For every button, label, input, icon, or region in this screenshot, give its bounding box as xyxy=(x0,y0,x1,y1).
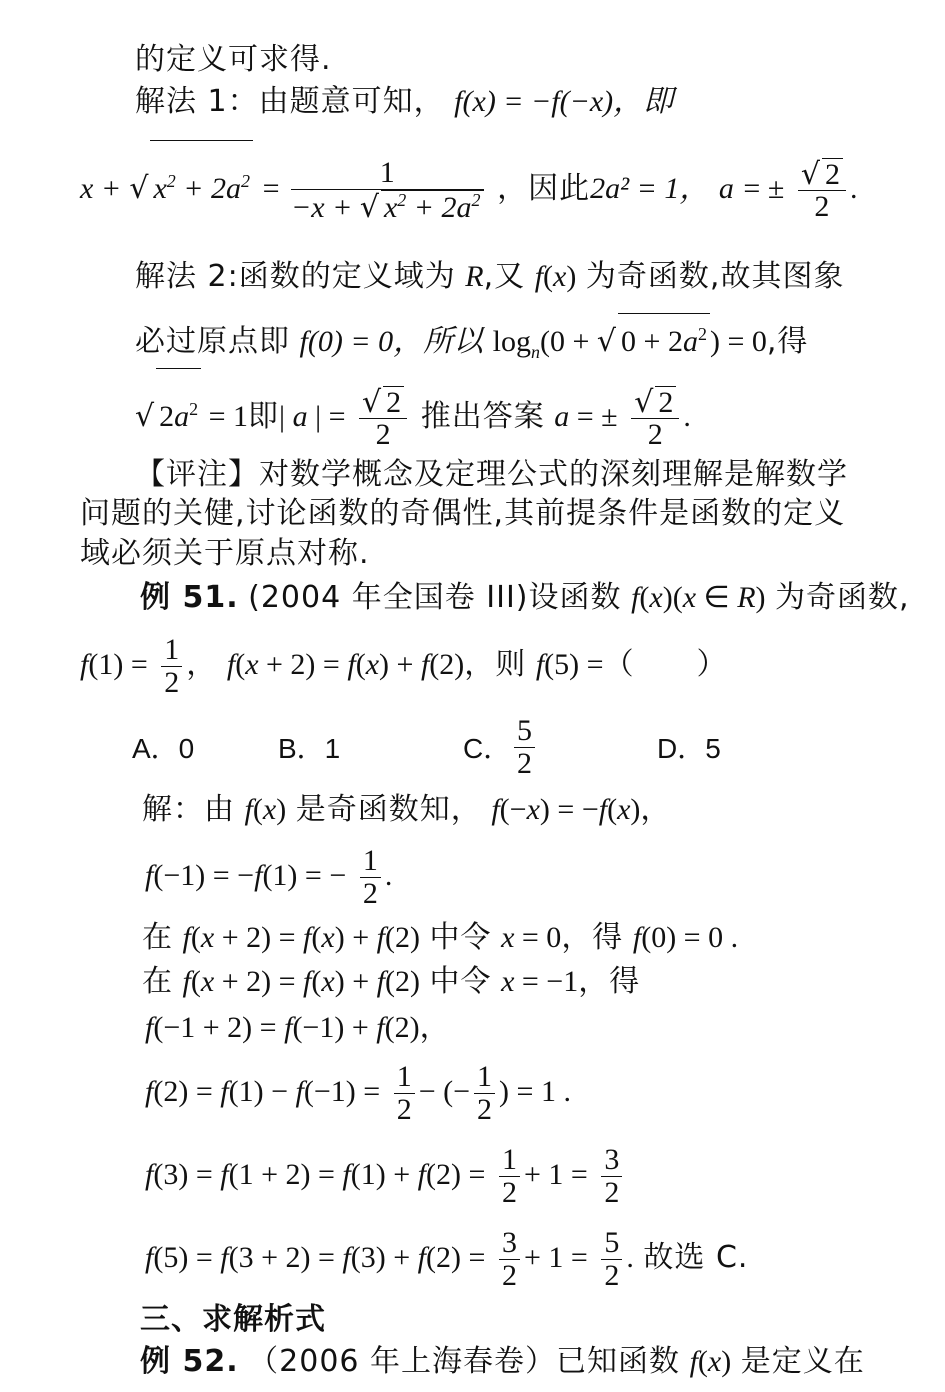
text-fragment: 为奇函数,故其图象 xyxy=(585,259,845,294)
choice-d: D．5 xyxy=(657,733,721,764)
equation-line: x + √ $x^2 + 2a^2$ = $\frac{1}{-x + √ x^2 + 2a^2}$ ，因此2a² = 1， a = ± $\frac{√ 2}{2}$ . xyxy=(80,140,857,220)
example-label: 例 52. xyxy=(140,1344,239,1379)
text-fragment: （ ） xyxy=(603,647,728,682)
text-line: 在 f(x + 2) = f(x) + f(2) 中令 x = 0，得 f(0) = 0 . xyxy=(142,920,739,955)
text-fragment: 中令 xyxy=(429,920,492,955)
choice-c-value xyxy=(510,706,539,786)
text-fragment: 是奇函数知， xyxy=(295,792,482,827)
fraction: $\frac{1}{2}$ xyxy=(394,1061,415,1125)
choice-b: B．1 xyxy=(278,733,341,764)
text-fragment: 在 xyxy=(142,964,173,999)
fraction: $\frac{1}{2}$ xyxy=(360,845,381,909)
text-fragment: ,得 xyxy=(766,324,809,359)
example-heading: 例 51. (2004 年全国卷 III)设函数 f(x)(x ∈ R) 为奇函数, xyxy=(140,580,910,615)
example-heading: 例 52. （2006 年上海春卷）已知函数 f(x) 是定义在 xyxy=(140,1344,865,1379)
fraction: $\frac{3}{2}$ xyxy=(601,1144,622,1208)
text-line: 解法 2:函数的定义域为 R,又 f(x) 为奇函数,故其图象 xyxy=(135,259,845,294)
text-fragment: 中令 xyxy=(429,964,492,999)
equation-line: f(−1) = −f(1) = − $\frac{1}{2}$ . xyxy=(145,844,393,910)
text-line: 在 f(x + 2) = f(x) + f(2) 中令 x = −1，得 xyxy=(142,964,641,999)
equation: f(x) = −f(−x)，即 xyxy=(454,85,674,118)
text-fragment: 是定义在 xyxy=(740,1344,865,1379)
comment-line: 域必须关于原点对称. xyxy=(80,536,370,571)
fraction: $\frac{5}{2}$ xyxy=(514,715,535,779)
text-fragment: 为奇函数, xyxy=(775,580,910,615)
fraction: $\frac{√ 2}{2}$ xyxy=(798,158,846,223)
text-line: 的定义可求得. xyxy=(135,42,332,77)
equation: 2a² = 1， xyxy=(590,172,710,205)
fraction: $\frac{√ 2}{2}$ xyxy=(631,386,679,451)
choice-a: A．0 xyxy=(132,733,195,764)
fraction: $\frac{√ 2}{2}$ xyxy=(359,386,407,451)
text-fragment: 解法 2:函数的定义域为 xyxy=(135,259,456,294)
text-fragment: ，得 xyxy=(578,964,641,999)
section-heading: 三、求解析式 xyxy=(140,1302,326,1337)
text-fragment: 在 xyxy=(142,920,173,955)
fraction: $\frac{3}{2}$ xyxy=(499,1227,520,1291)
text-fragment: 推出答案 xyxy=(420,399,545,434)
text-fragment: 故选 C. xyxy=(643,1240,749,1275)
equation-line: f(3) = f(1 + 2) = f(1) + f(2) = $\frac{1}{2}$ + 1 = $\frac{3}{2}$ xyxy=(145,1135,626,1215)
text-fragment: 即 xyxy=(248,399,280,434)
text-fragment: (2004 年全国卷 III)设函数 xyxy=(248,580,622,615)
equation-line: f(2) = f(1) − f(−1) = $\frac{1}{2}$ − (− $\frac{1}{2}$ ) = 1 . xyxy=(145,1060,571,1126)
text-fragment: ，则 xyxy=(464,647,527,682)
text-fragment: （2006 年上海春卷）已知函数 xyxy=(248,1344,681,1379)
text-fragment: ，得 xyxy=(561,920,624,955)
comment-line: 问题的关健,讨论函数的奇偶性,其前提条件是函数的定义 xyxy=(80,496,846,531)
equation-line: f(5) = f(3 + 2) = f(3) + f(2) = $\frac{3}{2}$ + 1 = $\frac{5}{2}$ . 故选 C. xyxy=(145,1226,749,1292)
text-fragment: 解：由 xyxy=(142,792,235,827)
choice-c xyxy=(463,727,511,767)
example-label: 例 51. xyxy=(140,580,239,615)
fraction: $\frac{1}{2}$ xyxy=(499,1144,520,1208)
text-line: 解：由 f(x) 是奇函数知， f(−x) = −f(x)， xyxy=(142,792,671,827)
text-line xyxy=(135,82,673,122)
text-fragment: ，因此 xyxy=(497,171,591,206)
choice-c-label: C． xyxy=(463,733,512,764)
text-fragment: 必过原点即 xyxy=(135,324,290,359)
text-fragment: ,又 xyxy=(483,259,526,294)
text-line: 必过原点即 f(0) = 0，所以 $\log_n(0$ + √ $0 + 2a^2$ ) = 0,得 xyxy=(135,313,808,372)
fraction: $\frac{1}{2}$ xyxy=(474,1061,495,1125)
text-fragment: 解法 1：由题意可知， xyxy=(135,84,445,119)
comment-line: 【评注】对数学概念及定理公式的深刻理解是解数学 xyxy=(135,457,848,492)
fraction: $\frac{1}{-x + √ x^2 + 2a^2}$ xyxy=(291,157,484,223)
equation-line: f(1) = $\frac{1}{2}$ ， f(x + 2) = f(x) + f(2)，则 f(5) =（ ） xyxy=(80,633,728,699)
equation-line: √ $2a^2 = 1$即| a | = $\frac{√ 2}{2}$ 推出答案 a = ± $\frac{√ 2}{2}$ . xyxy=(135,368,691,448)
equation: f(0) = 0，所以 xyxy=(299,325,484,358)
fraction: $\frac{5}{2}$ xyxy=(601,1227,622,1291)
fraction: $\frac{1}{2}$ xyxy=(161,634,182,698)
equation-line: f(−1 + 2) = f(−1) + f(2)， xyxy=(145,1011,450,1044)
